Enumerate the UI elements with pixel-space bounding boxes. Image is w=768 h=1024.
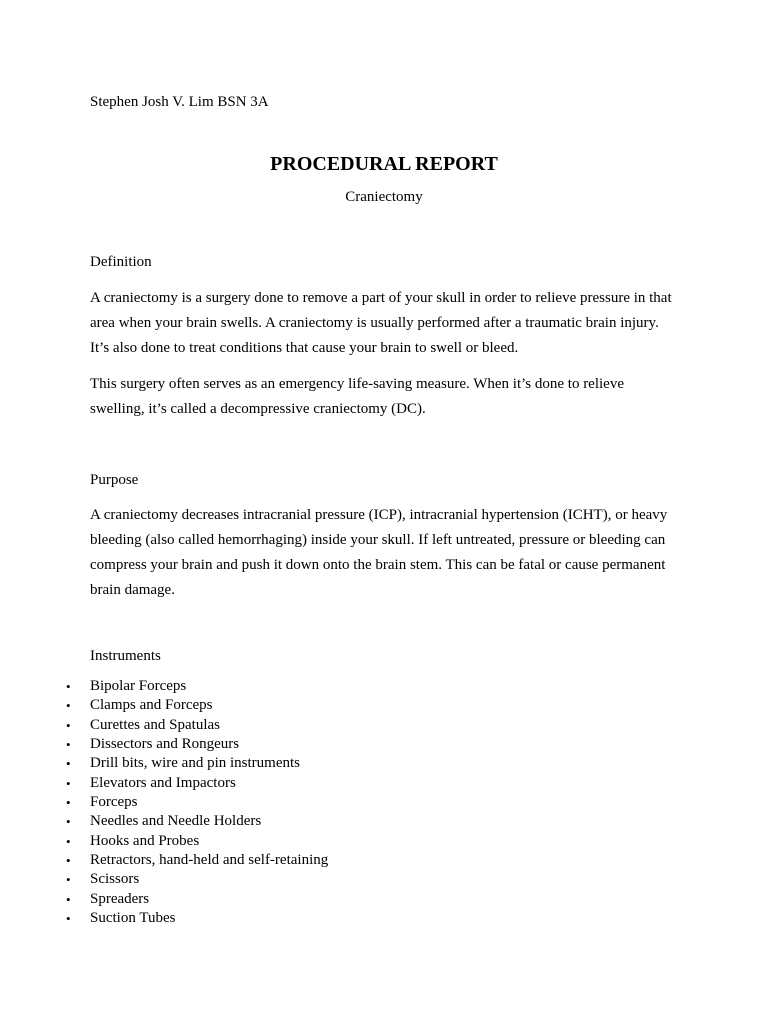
list-item-label: Forceps bbox=[90, 794, 138, 811]
definition-paragraph-1 bbox=[90, 286, 690, 361]
bullet-icon: • bbox=[66, 872, 71, 888]
list-item-label: Dissectors and Rongeurs bbox=[90, 736, 240, 753]
text-line: area when your brain swells. A craniectomy is usually performed after a traumatic brain injury. bbox=[90, 315, 659, 331]
text-line: A craniectomy is a surgery done to remove a part of your skull in order to relieve pressure in that bbox=[90, 290, 672, 306]
list-item-label: Drill bits, wire and pin instruments bbox=[90, 755, 300, 772]
text-line: This surgery often serves as an emergency life-saving measure. When it’s done to relieve bbox=[90, 376, 624, 392]
text-line: swelling, it’s called a decompressive craniectomy (DC). bbox=[90, 401, 426, 417]
bullet-icon: • bbox=[66, 717, 71, 733]
list-item-label: Bipolar Forceps bbox=[90, 678, 187, 694]
list-item-label: Clamps and Forceps bbox=[90, 697, 213, 714]
bullet-icon: • bbox=[66, 833, 71, 849]
page-subtitle: Craniectomy bbox=[345, 189, 423, 205]
bullet-icon: • bbox=[66, 891, 71, 907]
bullet-icon: • bbox=[66, 698, 71, 714]
bullet-icon: • bbox=[66, 911, 71, 927]
list-item-label: Spreaders bbox=[90, 890, 150, 907]
purpose-heading: Purpose bbox=[90, 472, 139, 488]
list-item-label: Hooks and Probes bbox=[90, 832, 200, 849]
bullet-icon: • bbox=[66, 679, 71, 694]
definition-paragraph-2 bbox=[90, 372, 690, 422]
list-item-label: Needles and Needle Holders bbox=[90, 813, 262, 830]
page-title: PROCEDURAL REPORT bbox=[270, 153, 498, 175]
list-item-label: Suction Tubes bbox=[90, 910, 176, 927]
author-line: Stephen Josh V. Lim BSN 3A bbox=[90, 94, 269, 110]
bullet-icon: • bbox=[66, 795, 71, 811]
bullet-icon: • bbox=[66, 853, 71, 869]
list-item-label: Elevators and Impactors bbox=[90, 774, 236, 791]
instruments-heading: Instruments bbox=[90, 648, 161, 664]
text-line: It’s also done to treat conditions that cause your brain to swell or bleed. bbox=[90, 340, 519, 356]
text-line: A craniectomy decreases intracranial pressure (ICP), intracranial hypertension (ICHT), or heavy bbox=[90, 507, 668, 523]
list-item-label: Scissors bbox=[90, 871, 140, 888]
list-item-label: Curettes and Spatulas bbox=[90, 716, 220, 733]
bullet-icon: • bbox=[66, 775, 71, 791]
text-line: brain damage. bbox=[90, 582, 175, 598]
bullet-icon: • bbox=[66, 737, 71, 753]
definition-heading: Definition bbox=[90, 254, 152, 270]
list-item-label: Retractors, hand-held and self-retaining bbox=[90, 852, 329, 869]
bullet-icon: • bbox=[66, 756, 71, 772]
text-line: compress your brain and push it down onto the brain stem. This can be fatal or cause permanent bbox=[90, 557, 666, 573]
text-line: bleeding (also called hemorrhaging) inside your skull. If left untreated, pressure or bleeding can bbox=[90, 532, 666, 548]
purpose-paragraph bbox=[90, 503, 690, 603]
bullet-icon: • bbox=[66, 814, 71, 830]
